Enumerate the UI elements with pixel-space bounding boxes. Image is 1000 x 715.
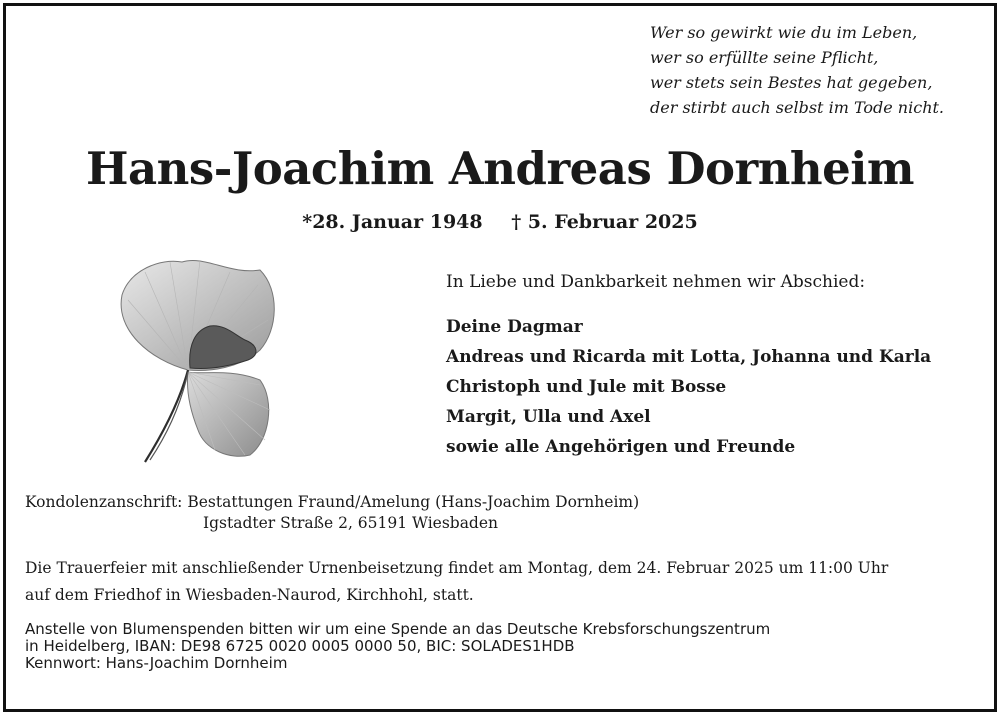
farewell-line: In Liebe und Dankbarkeit nehmen wir Abschied: bbox=[446, 272, 866, 292]
poem-line: wer stets sein Bestes hat gegeben, bbox=[650, 73, 933, 92]
mourner: Deine Dagmar bbox=[446, 317, 583, 337]
mourner: sowie alle Angehörigen und Freunde bbox=[446, 437, 796, 457]
condolence-address bbox=[25, 492, 639, 534]
condolence-line: Bestattungen Fraund/Amelung (Hans-Joachim Dornheim) bbox=[187, 493, 640, 511]
deceased-name: Hans-Joachim Andreas Dornheim bbox=[86, 142, 914, 195]
mourner: Margit, Ulla und Axel bbox=[446, 407, 651, 427]
birth-date: *28. Januar 1948 bbox=[302, 211, 483, 233]
donation-info bbox=[25, 621, 770, 672]
donation-line: in Heidelberg, IBAN: DE98 6725 0020 0005 0000 50, BIC: SOLADES1HDB bbox=[25, 637, 575, 655]
service-info bbox=[25, 555, 888, 609]
service-line: Die Trauerfeier mit anschließender Urnenbeisetzung findet am Montag, dem 24. Februar 2025 um 11:00 Uhr bbox=[25, 559, 889, 577]
service-line: auf dem Friedhof in Wiesbaden-Naurod, Kirchhohl, statt. bbox=[25, 586, 474, 604]
condolence-line: Igstadter Straße 2, 65191 Wiesbaden bbox=[203, 514, 499, 532]
life-dates bbox=[0, 211, 1000, 233]
mourners-list bbox=[446, 312, 931, 462]
mourner: Christoph und Jule mit Bosse bbox=[446, 377, 727, 397]
poem-line: Wer so gewirkt wie du im Leben, bbox=[650, 23, 918, 42]
ginkgo-leaf-icon bbox=[110, 250, 290, 470]
poem bbox=[650, 20, 980, 120]
donation-line: Kennwort: Hans-Joachim Dornheim bbox=[25, 654, 288, 672]
death-date: † 5. Februar 2025 bbox=[511, 211, 698, 233]
donation-line: Anstelle von Blumenspenden bitten wir um eine Spende an das Deutsche Krebsforschungszentrum bbox=[25, 620, 771, 638]
poem-line: der stirbt auch selbst im Tode nicht. bbox=[650, 98, 945, 117]
mourner: Andreas und Ricarda mit Lotta, Johanna und Karla bbox=[446, 347, 932, 367]
condolence-label: Kondolenzanschrift: bbox=[25, 493, 183, 511]
poem-line: wer so erfüllte seine Pflicht, bbox=[650, 48, 879, 67]
